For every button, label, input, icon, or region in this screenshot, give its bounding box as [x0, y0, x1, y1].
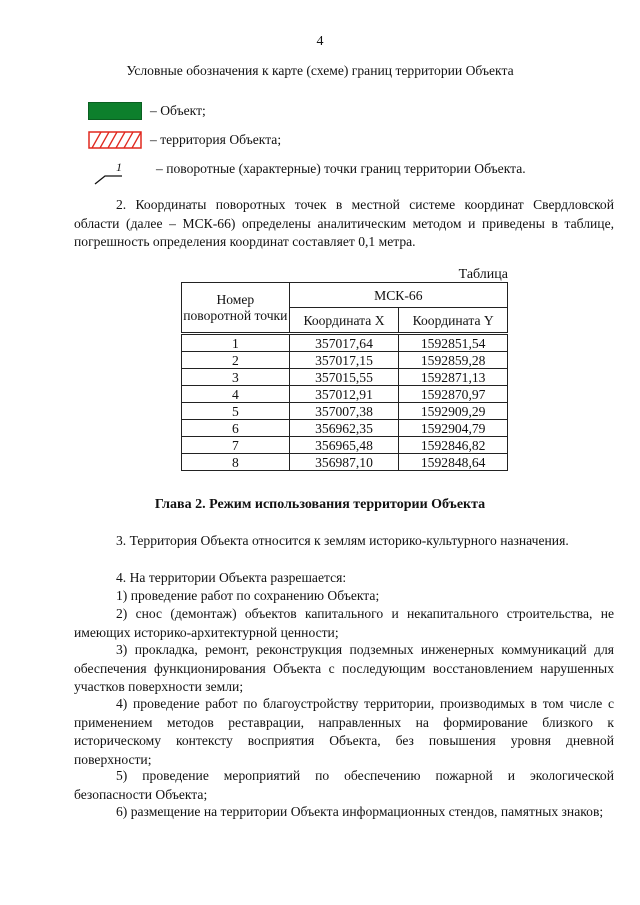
cell-y: 1592848,64: [399, 454, 508, 471]
list-item-3: 3) прокладка, ремонт, реконструкция подземных инженерных коммуникаций для обеспечения функционирования Объекта с последующим восстановлением нарушенных участков поверхности земли;: [74, 642, 614, 694]
cell-y: 1592904,79: [399, 420, 508, 437]
list-item-2: 2) снос (демонтаж) объектов капитального и некапитального строительства, не имеющих историко-архитектурной ценности;: [74, 606, 614, 640]
header-point-number: Номер поворотной точки: [182, 283, 290, 334]
cell-point: 6: [182, 420, 290, 437]
list-item-1: 1) проведение работ по сохранению Объекта;: [116, 588, 380, 603]
paragraph-4: 4. На территории Объекта разрешается:: [116, 570, 347, 585]
cell-x: 357015,55: [289, 369, 399, 386]
table-caption: Таблица: [458, 267, 508, 282]
cell-point: 8: [182, 454, 290, 471]
coordinates-table: [181, 282, 508, 471]
header-coord-x: Координата X: [289, 308, 399, 334]
legend-label-object: – Объект;: [150, 103, 206, 118]
table-row: [182, 386, 508, 403]
page-number: 4: [316, 34, 324, 49]
legend-item-object: [88, 101, 206, 121]
table-row: [182, 334, 508, 352]
turning-point-symbol: [92, 160, 144, 188]
list-item-6: 6) размещение на территории Объекта информационных стендов, памятных знаков;: [116, 804, 604, 819]
cell-x: 357017,15: [289, 352, 399, 369]
table-row: [182, 454, 508, 471]
cell-x: 357007,38: [289, 403, 399, 420]
legend-label-points: – поворотные (характерные) точки границ территории Объекта.: [156, 161, 526, 176]
cell-x: 356962,35: [289, 420, 399, 437]
legend-item-territory: [88, 130, 281, 150]
table-row: [182, 369, 508, 386]
legend-title: Условные обозначения к карте (схеме) границ территории Объекта: [126, 63, 514, 78]
cell-y: 1592909,29: [399, 403, 508, 420]
table-row: [182, 403, 508, 420]
table-row: [182, 437, 508, 454]
cell-y: 1592846,82: [399, 437, 508, 454]
paragraph-3: 3. Территория Объекта относится к землям историко-культурного назначения.: [116, 533, 569, 548]
cell-point: 1: [182, 334, 290, 352]
cell-point: 3: [182, 369, 290, 386]
cell-y: 1592859,28: [399, 352, 508, 369]
cell-point: 2: [182, 352, 290, 369]
chapter-heading: Глава 2. Режим использования территории Объекта: [154, 497, 486, 512]
cell-y: 1592870,97: [399, 386, 508, 403]
legend-label-territory: – территория Объекта;: [150, 132, 282, 147]
cell-y: 1592871,13: [399, 369, 508, 386]
territory-hatch-symbol: [88, 131, 142, 149]
cell-x: 357012,91: [289, 386, 399, 403]
header-msk66: МСК-66: [289, 283, 507, 308]
list-item-5: 5) проведение мероприятий по обеспечению пожарной и экологической безопасности Объекта;: [74, 768, 614, 802]
legend-item-points: [92, 160, 526, 188]
cell-x: 356965,48: [289, 437, 399, 454]
header-coord-y: Координата Y: [399, 308, 508, 334]
cell-x: 356987,10: [289, 454, 399, 471]
table-row: [182, 352, 508, 369]
cell-point: 4: [182, 386, 290, 403]
paragraph-2: 2. Координаты поворотных точек в местной системе координат Свердловской области (далее – МСК-66) определены аналитическим методом и приведены в таблице, погрешность определения координат составляет 0,1 метра.: [74, 197, 614, 249]
cell-point: 7: [182, 437, 290, 454]
cell-y: 1592851,54: [399, 334, 508, 352]
object-fill-symbol: [88, 102, 142, 120]
turning-point-number: 1: [116, 160, 122, 174]
cell-x: 357017,64: [289, 334, 399, 352]
table-row: [182, 420, 508, 437]
list-item-4: 4) проведение работ по благоустройству территории, производимых в том числе с применением методов реставрации, направленных на формирование близкого к историческому контексту восприятия Объекта, без повышения уровня дневной поверхности;: [74, 696, 614, 767]
cell-point: 5: [182, 403, 290, 420]
